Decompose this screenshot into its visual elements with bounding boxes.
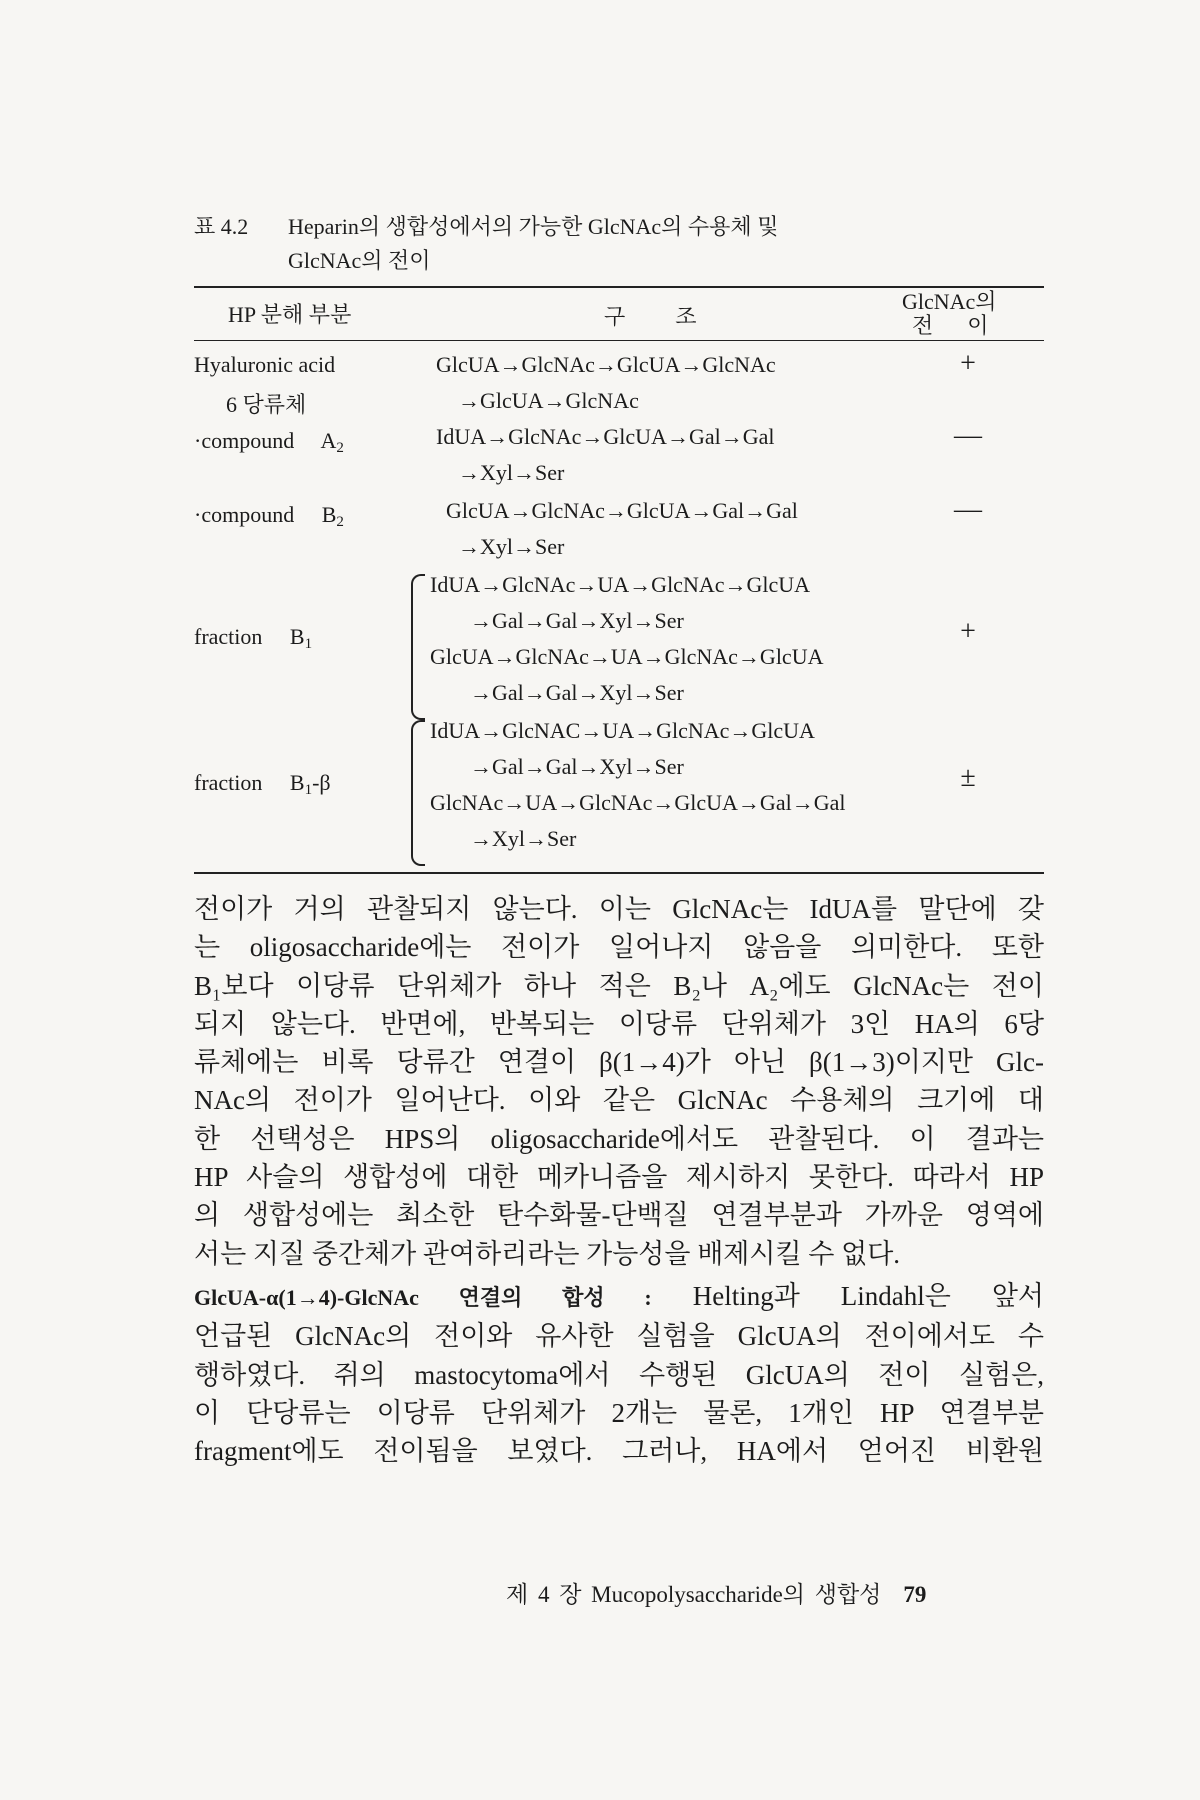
structure-line: IdUA→GlcNAc→UA→GlcNAc→GlcUA: [430, 572, 811, 597]
row-label-compound-a2: ·compound $A_2$: [194, 428, 344, 456]
transfer-mark: —: [954, 494, 982, 525]
table-bottom-rule: [194, 872, 1044, 874]
transfer-mark: +: [960, 616, 976, 647]
text-line: 되지 않는다. 반면에, 반복되는 이당류 단위체가 3인 HA의 6당: [194, 1008, 1044, 1039]
body-text: [194, 890, 1044, 1470]
text-line: B₁보다 이당류 단위체가 하나 적은 B₂나 A₂에도 GlcNAc는 전이: [194, 970, 1044, 1001]
structure-line: →Gal→Gal→Xyl→Ser: [470, 754, 684, 779]
structure-line: GlcUA→GlcNAc→UA→GlcNAc→GlcUA: [430, 644, 824, 669]
header-part: HP 분해 부분: [228, 302, 352, 327]
row-label-hyaluronic: Hyaluronic acid: [194, 352, 336, 377]
structure-line: IdUA→GlcNAC→UA→GlcNAc→GlcUA: [430, 718, 815, 743]
structure-line: →GlcUA→GlcNAc: [458, 388, 639, 413]
text-line: GlcUA-α(1→4)-GlcNAc 연결의 합성 : Helting과 Lindahl은 앞서: [194, 1280, 1045, 1311]
structure-line: GlcUA→GlcNAc→GlcUA→GlcNAc: [436, 352, 776, 377]
header-structure: 구 조: [604, 304, 699, 329]
row-label-compound-b2: ·compound $B_2$: [194, 502, 344, 530]
text-line: 행하였다. 쥐의 mastocytoma에서 수행된 GlcUA의 전이 실험은,: [194, 1359, 1044, 1390]
text-line: HP 사슬의 생합성에 대한 메카니즘을 제시하지 못한다. 따라서 HP: [194, 1162, 1044, 1193]
row-label-fraction-b1-beta: fraction $B_1-\beta$: [194, 770, 331, 798]
bracket: [411, 720, 425, 866]
structure-line: →Xyl→Ser: [458, 534, 565, 559]
table-caption: [194, 210, 778, 278]
text-line: 서는 지질 중간체가 관여하리라는 가능성을 배제시킬 수 없다.: [194, 1238, 901, 1269]
structure-line: GlcNAc→UA→GlcNAc→GlcUA→Gal→Gal: [430, 790, 846, 815]
text-line: 언급된 GlcNAc의 전이와 유사한 실험을 GlcUA의 전이에서도 수: [194, 1321, 1044, 1352]
row-label-fraction-b1: fraction $B_1$: [194, 624, 313, 652]
table-number: 표 4.2: [194, 214, 249, 239]
structure-line: →Gal→Gal→Xyl→Ser: [470, 608, 684, 633]
text-line: fragment에도 전이됨을 보였다. 그러나, HA에서 얻어진 비환원: [194, 1436, 1044, 1467]
structure-line: IdUA→GlcNAc→GlcUA→Gal→Gal: [436, 424, 775, 449]
text-line: 한 선택성은 HPS의 oligosaccharide에서도 관찰된다. 이 결과는: [194, 1123, 1044, 1154]
chapter-title: 제 4 장 Mucopolysaccharide의 생합성: [506, 1582, 882, 1607]
header-transfer-top: GlcNAc의: [902, 289, 997, 314]
transfer-mark: +: [960, 348, 976, 379]
structure-line: GlcUA→GlcNAc→GlcUA→Gal→Gal: [446, 498, 798, 523]
section-heading: GlcUA-α(1→4)-GlcNAc 연결의 합성 :: [194, 1284, 652, 1310]
text-line: 전이가 거의 관찰되지 않는다. 이는 GlcNAc는 IdUA를 말단에 갖: [194, 894, 1044, 924]
running-footer: [506, 1576, 926, 1609]
transfer-mark: ±: [960, 762, 976, 793]
caption-line-2: GlcNAc의 전이: [288, 248, 431, 273]
structure-line: →Xyl→Ser: [470, 826, 577, 851]
structure-line: →Gal→Gal→Xyl→Ser: [470, 680, 684, 705]
transfer-mark: —: [954, 420, 982, 451]
text-line: 류체에는 비록 당류간 연결이 β(1→4)가 아닌 β(1→3)이지만 Glc-: [194, 1047, 1044, 1078]
row-label-hexasaccharide: 6 당류체: [226, 392, 307, 417]
text-line: NAc의 전이가 일어난다. 이와 같은 GlcNAc 수용체의 크기에 대: [194, 1085, 1044, 1116]
table-top-rule: [194, 286, 1044, 288]
header-transfer-bottom: 전 이: [912, 313, 995, 338]
text-line: 는 oligosaccharide에는 전이가 일어나지 않음을 의미한다. 또한: [194, 932, 1044, 963]
bracket: [411, 574, 425, 720]
table-header-rule: [194, 340, 1044, 341]
text-line: 이 단당류는 이당류 단위체가 2개는 물론, 1개인 HP 연결부분: [194, 1397, 1044, 1428]
caption-line-1: Heparin의 생합성에서의 가능한 GlcNAc의 수용체 및: [288, 214, 779, 239]
text-line: 의 생합성에는 최소한 탄수화물-단백질 연결부분과 가까운 영역에: [194, 1200, 1044, 1231]
structure-line: →Xyl→Ser: [458, 460, 565, 485]
page-number: 79: [903, 1582, 927, 1607]
